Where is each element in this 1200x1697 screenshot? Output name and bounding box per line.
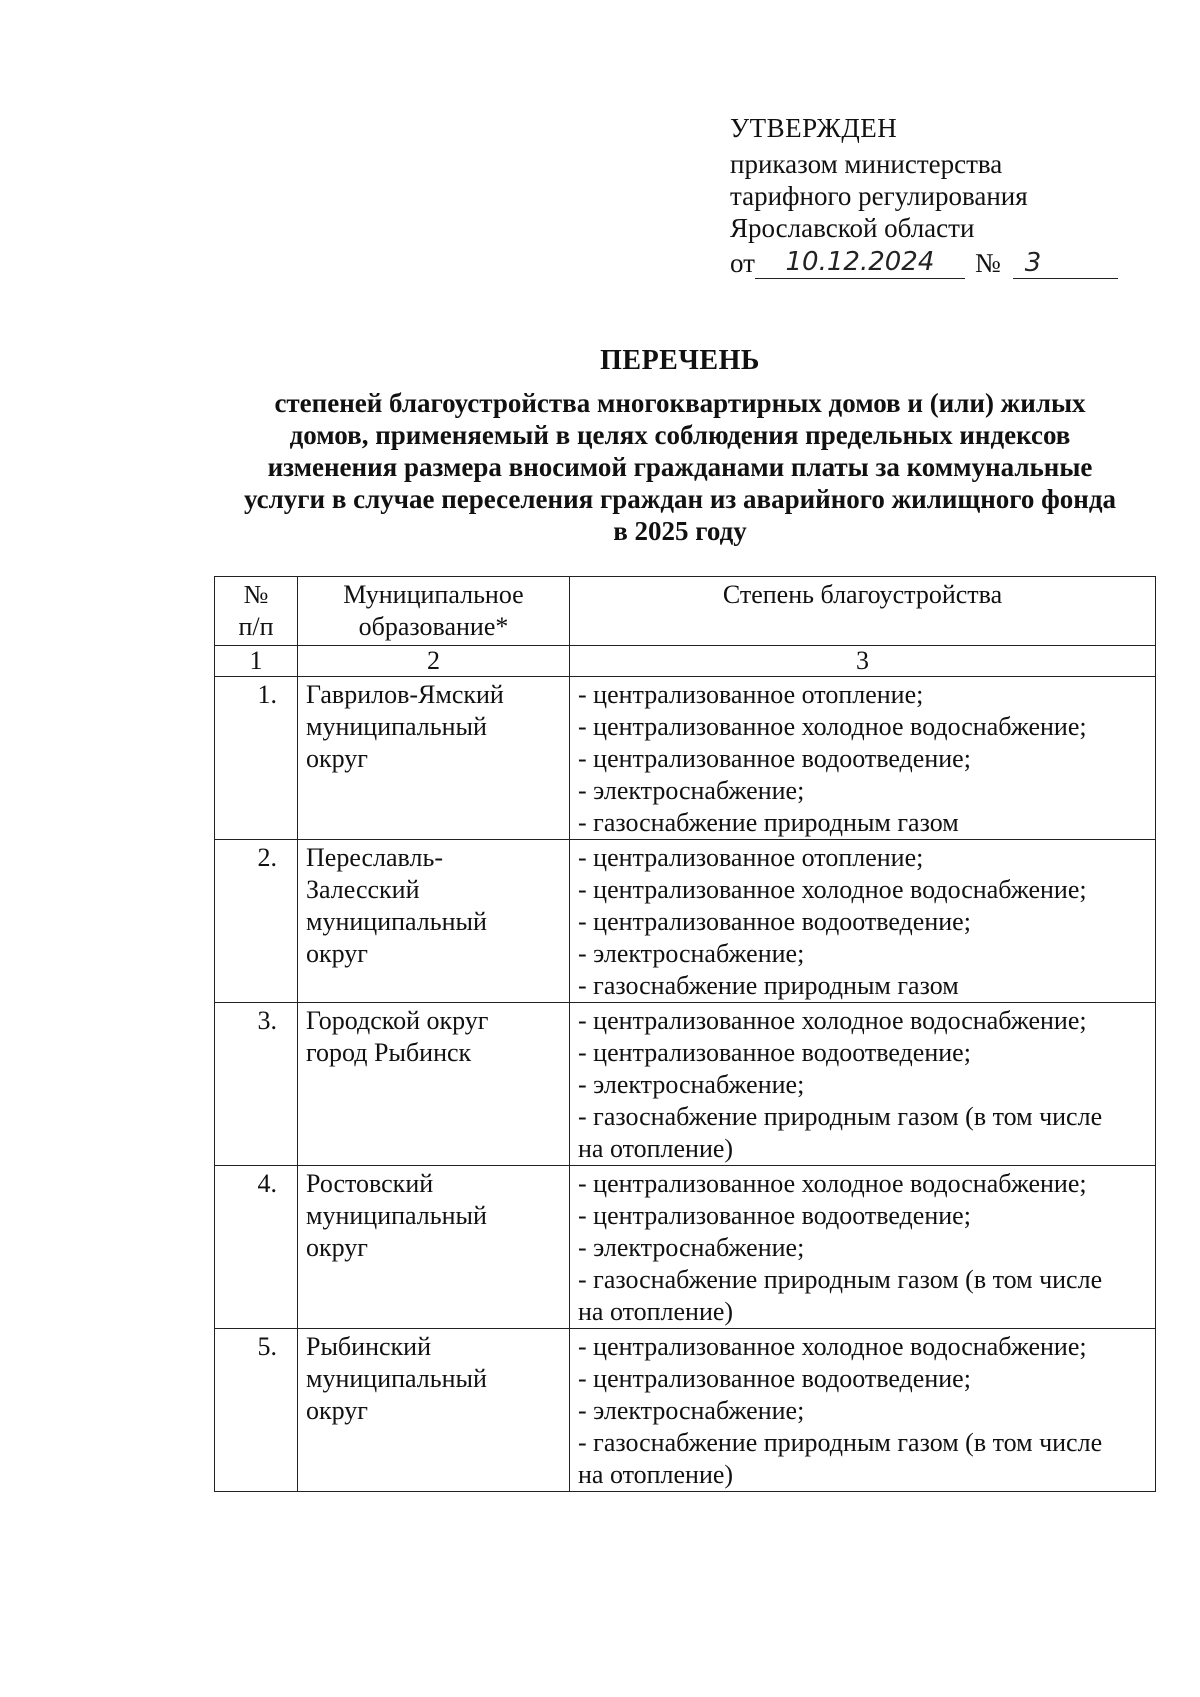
header-degree <box>570 577 1156 646</box>
degree-item: - централизованное водоотведение; <box>578 1038 971 1067</box>
degree-item: - централизованное холодное водоснабжение; <box>578 1006 1087 1035</box>
degree-item: - газоснабжение природным газом <box>578 808 959 837</box>
municipality-line: Гаврилов-Ямский <box>306 680 504 709</box>
header-text: образование* <box>358 612 509 641</box>
date-value: 10.12.2024 <box>755 244 965 279</box>
header-text: Муниципальное <box>343 580 524 609</box>
row-degree <box>570 840 1156 1003</box>
municipality-line: Залесский <box>306 875 420 904</box>
degree-item: - централизованное водоотведение; <box>578 1201 971 1230</box>
title-main: ПЕРЕЧЕНЬ <box>600 345 760 376</box>
municipality-line: город Рыбинск <box>306 1038 472 1067</box>
degree-item: - электроснабжение; <box>578 939 805 968</box>
row-number: 3. <box>215 1003 298 1166</box>
degree-item: - централизованное водоотведение; <box>578 744 971 773</box>
row-number: 1. <box>215 677 298 840</box>
municipality-line: округ <box>306 1396 368 1425</box>
table-body <box>215 677 1156 1492</box>
approval-date-line <box>730 244 1118 279</box>
column-number: 1 <box>215 646 298 677</box>
municipality-line: Рыбинский <box>306 1332 431 1361</box>
municipality-line: округ <box>306 939 368 968</box>
row-number: 2. <box>215 840 298 1003</box>
title-line: в 2025 году <box>613 516 747 546</box>
degree-item: - централизованное отопление; <box>578 843 924 872</box>
date-prefix: от <box>730 248 755 278</box>
column-number: 3 <box>570 646 1156 677</box>
degree-item: - газоснабжение природным газом <box>578 971 959 1000</box>
degree-item: - газоснабжение природным газом (в том числе <box>578 1102 1103 1131</box>
row-degree <box>570 1329 1156 1492</box>
municipality-line: Переславль- <box>306 843 443 872</box>
title-line: услуги в случае переселения граждан из аварийного жилищного фонда <box>243 484 1117 514</box>
degree-item: - централизованное водоотведение; <box>578 1364 971 1393</box>
approval-line-1: приказом министерства <box>730 149 1003 179</box>
column-number-row <box>215 646 1156 677</box>
approval-line-3: Ярославской области <box>730 213 975 243</box>
municipality-line: Ростовский <box>306 1169 434 1198</box>
table-row <box>215 1329 1156 1492</box>
row-municipality <box>298 840 570 1003</box>
column-number: 2 <box>298 646 570 677</box>
row-municipality <box>298 677 570 840</box>
degree-item: - электроснабжение; <box>578 1233 805 1262</box>
row-number: 4. <box>215 1166 298 1329</box>
row-municipality <box>298 1003 570 1166</box>
degree-item: - газоснабжение природным газом (в том числе <box>578 1265 1103 1294</box>
degree-item: - централизованное отопление; <box>578 680 924 709</box>
document-title <box>200 345 1160 547</box>
municipality-line: округ <box>306 1233 368 1262</box>
row-degree <box>570 1003 1156 1166</box>
improvement-table <box>214 576 1156 1492</box>
row-degree <box>570 1166 1156 1329</box>
degree-item: - электроснабжение; <box>578 1396 805 1425</box>
degree-item: на отопление) <box>578 1297 734 1326</box>
municipality-line: Городской округ <box>306 1006 489 1035</box>
header-number <box>215 577 298 646</box>
degree-item: на отопление) <box>578 1460 734 1489</box>
table-row <box>215 1003 1156 1166</box>
header-text: Степень благоустройства <box>722 580 1003 609</box>
row-municipality <box>298 1329 570 1492</box>
title-line: домов, применяемый в целях соблюдения предельных индексов <box>289 420 1071 450</box>
municipality-line: муниципальный <box>306 712 487 741</box>
header-municipality <box>298 577 570 646</box>
header-text: № <box>243 580 269 609</box>
municipality-line: округ <box>306 744 368 773</box>
title-line: степеней благоустройства многоквартирных домов и (или) жилых <box>274 388 1086 418</box>
degree-item: - централизованное холодное водоснабжение; <box>578 712 1087 741</box>
number-sign: № <box>974 248 1001 278</box>
municipality-line: муниципальный <box>306 1201 487 1230</box>
approval-line-2: тарифного регулирования <box>730 181 1028 211</box>
municipality-line: муниципальный <box>306 907 487 936</box>
degree-item: - газоснабжение природным газом (в том числе <box>578 1428 1103 1457</box>
table-row <box>215 840 1156 1003</box>
degree-item: - электроснабжение; <box>578 776 805 805</box>
table-row <box>215 1166 1156 1329</box>
row-degree <box>570 677 1156 840</box>
table-header-row <box>215 577 1156 646</box>
degree-item: - централизованное холодное водоснабжение; <box>578 1332 1087 1361</box>
table-row <box>215 677 1156 840</box>
degree-item: - централизованное холодное водоснабжение; <box>578 875 1087 904</box>
degree-item: - централизованное холодное водоснабжение; <box>578 1169 1087 1198</box>
degree-item: - электроснабжение; <box>578 1070 805 1099</box>
approval-stamp <box>730 112 1118 279</box>
row-municipality <box>298 1166 570 1329</box>
order-number: 3 <box>1013 245 1118 279</box>
degree-item: - централизованное водоотведение; <box>578 907 971 936</box>
header-text: п/п <box>238 612 274 641</box>
title-line: изменения размера вносимой гражданами платы за коммунальные <box>267 452 1093 482</box>
row-number: 5. <box>215 1329 298 1492</box>
degree-item: на отопление) <box>578 1134 734 1163</box>
municipality-line: муниципальный <box>306 1364 487 1393</box>
approval-heading: УТВЕРЖДЕН <box>730 113 898 143</box>
